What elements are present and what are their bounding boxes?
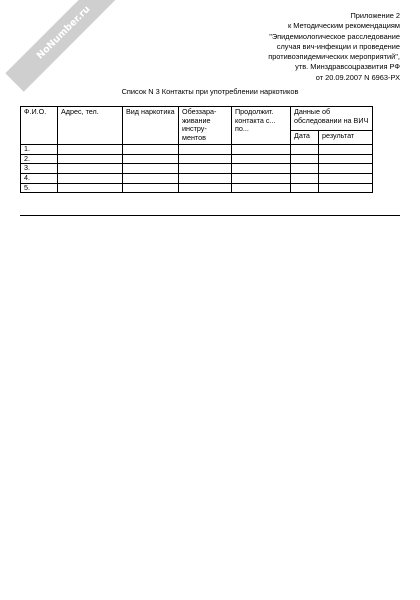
appendix-line: от 20.09.2007 N 6963-РХ (315, 72, 400, 82)
appendix-line: Приложение 2 (350, 11, 400, 20)
table-row (21, 164, 373, 174)
header-result: результат (319, 131, 373, 145)
row-number: 1. (21, 144, 58, 154)
header-disinfection: Обеззара- живание инстру- ментов (179, 107, 232, 145)
header-date: Дата (291, 131, 319, 145)
watermark: NoNumber.ru (5, 0, 122, 92)
table-row (21, 183, 373, 193)
header-duration: Продолжит. контакта с... по... (232, 107, 291, 145)
table-row (21, 154, 373, 164)
table-row (21, 173, 373, 183)
document-title: Список N 3 Контакты при употреблении наркотиков (121, 87, 299, 96)
row-number: 3. (21, 164, 58, 174)
table-row (21, 144, 373, 154)
row-number: 2. (21, 154, 58, 164)
appendix-header (180, 11, 400, 83)
appendix-line: к Методическим рекомендациям (287, 21, 400, 31)
row-number: 4. (21, 173, 58, 183)
appendix-line: случая вич-инфекции и проведение (276, 41, 400, 51)
header-drug-type: Вид наркотика (123, 107, 179, 145)
header-fio: Ф.И.О. (21, 107, 58, 145)
contacts-table (20, 106, 373, 193)
table-header-row (21, 107, 373, 131)
header-address: Адрес, тел. (58, 107, 123, 145)
horizontal-rule (20, 215, 400, 216)
appendix-line: "Эпидемиологическое расследование (269, 31, 400, 41)
row-number: 5. (21, 183, 58, 193)
header-hiv-exam: Данные об обследовании на ВИЧ (291, 107, 373, 131)
appendix-line: противоэпидемических мероприятий", (268, 52, 400, 62)
appendix-line: утв. Минздравсоцразвития РФ (295, 62, 400, 72)
